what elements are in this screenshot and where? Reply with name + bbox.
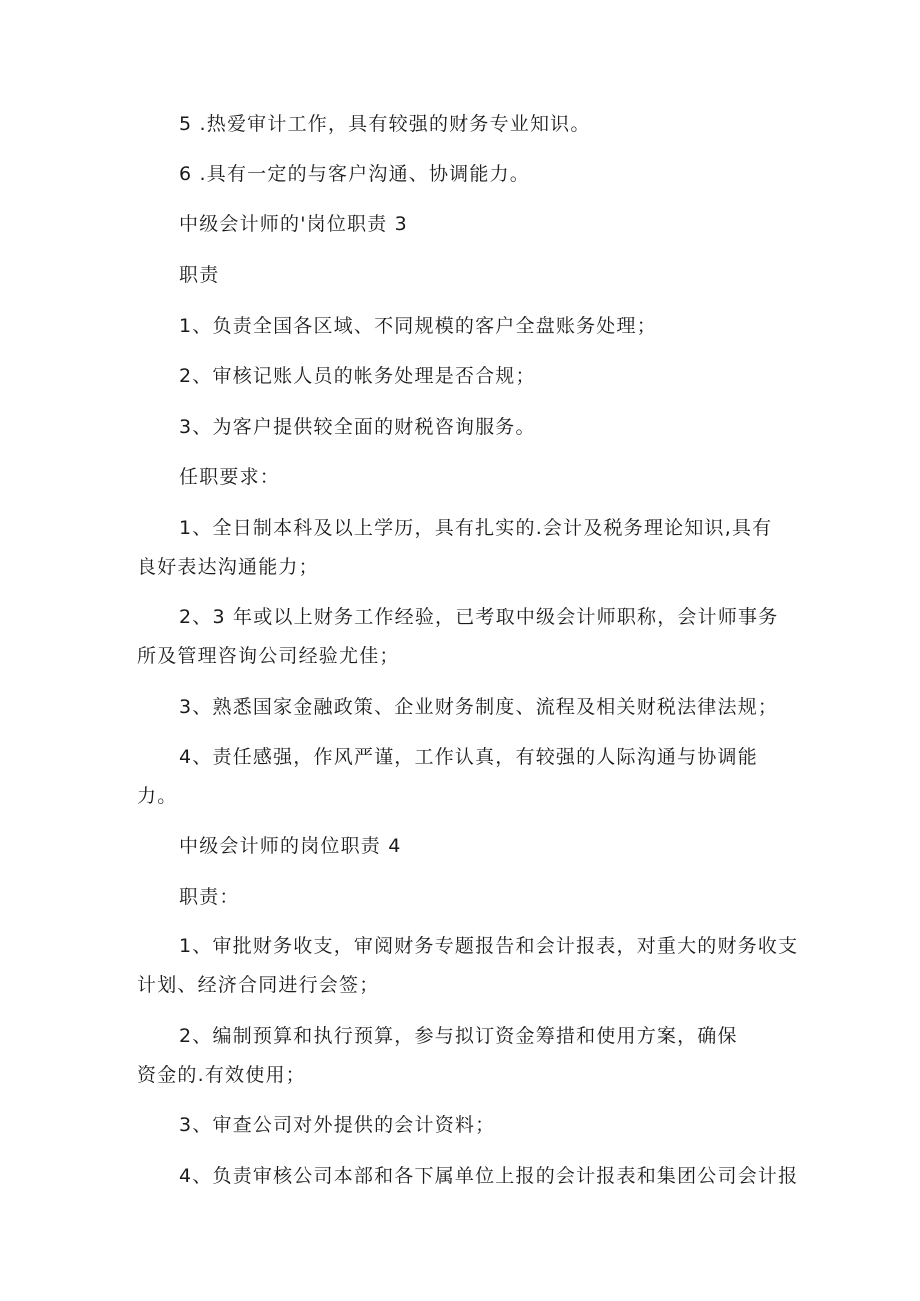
section-heading: 中级会计师的'岗位职责 3 xyxy=(179,213,408,235)
paragraph-line: 2、3 年或以上财务工作经验，已考取中级会计师职称，会计师事务 xyxy=(179,606,779,628)
paragraph-line: 良好表达沟通能力； xyxy=(137,556,319,578)
paragraph-line: 所及管理咨询公司经验尤佳； xyxy=(137,645,400,667)
paragraph-line: 力。 xyxy=(137,785,178,807)
paragraph-line: 3、熟悉国家金融政策、企业财务制度、流程及相关财税法律法规； xyxy=(179,696,779,718)
paragraph-line: 3、为客户提供较全面的财税咨询服务。 xyxy=(179,416,536,438)
paragraph-line: 6 .具有一定的与客户沟通、协调能力。 xyxy=(179,163,530,185)
subheading: 任职要求： xyxy=(179,466,281,488)
paragraph-line: 1、负责全国各区域、不同规模的客户全盘账务处理； xyxy=(179,315,657,337)
paragraph-line: 3、审查公司对外提供的会计资料； xyxy=(179,1114,496,1136)
paragraph-line: 资金的.有效使用； xyxy=(137,1064,306,1086)
paragraph-line: 2、审核记账人员的帐务处理是否合规； xyxy=(179,365,536,387)
paragraph-line: 1、审批财务收支，审阅财务专题报告和会计报表，对重大的财务收支 xyxy=(179,935,799,957)
subheading: 职责 xyxy=(179,264,220,286)
paragraph-line: 2、编制预算和执行预算，参与拟订资金筹措和使用方案，确保 xyxy=(179,1025,738,1047)
subheading: 职责： xyxy=(179,886,240,908)
section-heading: 中级会计师的岗位职责 4 xyxy=(179,835,402,857)
paragraph-line: 计划、经济合同进行会签； xyxy=(137,974,380,996)
paragraph-line: 5 .热爱审计工作，具有较强的财务专业知识。 xyxy=(179,113,591,135)
paragraph-line: 4、负责审核公司本部和各下属单位上报的会计报表和集团公司会计报 xyxy=(179,1165,799,1187)
paragraph-line: 4、责任感强，作风严谨，工作认真，有较强的人际沟通与协调能 xyxy=(179,746,758,768)
paragraph-line: 1、全日制本科及以上学历，具有扎实的.会计及税务理论知识,具有 xyxy=(179,517,773,539)
